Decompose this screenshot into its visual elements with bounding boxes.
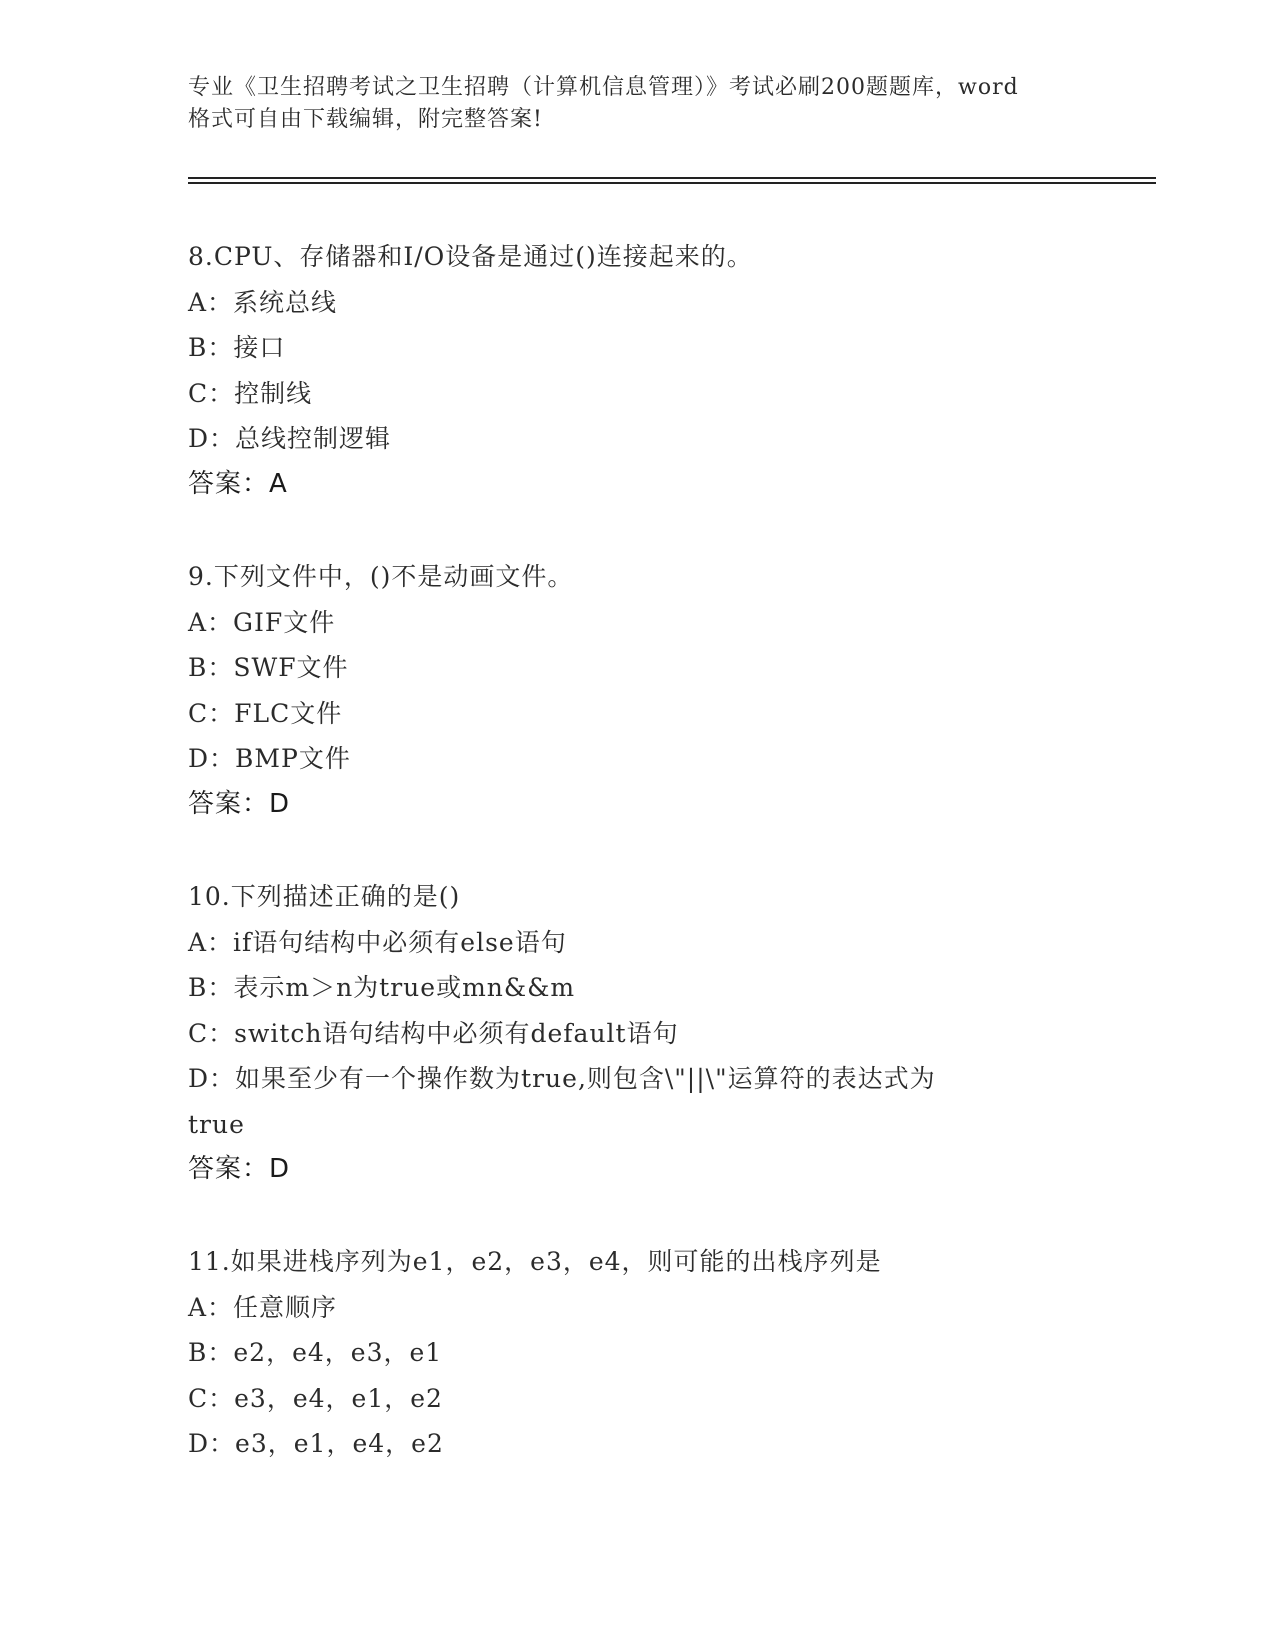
option-d: D：总线控制逻辑	[188, 424, 392, 453]
question-stem: 9.下列文件中，()不是动画文件。	[188, 562, 574, 591]
option-c: C：FLC文件	[188, 698, 343, 728]
question-8	[188, 234, 1088, 507]
question-stem: 8.CPU、存储器和I/O设备是通过()连接起来的。	[188, 242, 753, 271]
answer-line: 答案：A	[188, 468, 288, 499]
option-b: B：SWF文件	[188, 653, 349, 682]
option-b: B：e2，e4，e3，e1	[188, 1338, 443, 1367]
answer-line: 答案：D	[188, 1154, 291, 1184]
option-c: C：switch语句结构中必须有default语句	[188, 1018, 679, 1048]
option-a: A：GIF文件	[188, 607, 336, 637]
question-9	[188, 554, 1088, 827]
question-11	[188, 1239, 1088, 1467]
header-title-line-2: 格式可自由下载编辑，附完整答案!	[188, 107, 543, 132]
document-header	[188, 72, 1088, 136]
answer-line: 答案：D	[188, 788, 291, 819]
header-title-line-1: 专业《卫生招聘考试之卫生招聘（计算机信息管理）》考试必刷200题题库，word	[188, 75, 1019, 100]
question-stem: 11.如果进栈序列为e1，e2，e3，e4，则可能的出栈序列是	[188, 1247, 882, 1276]
option-c: C：e3，e4，e1，e2	[188, 1383, 443, 1413]
option-c: C：控制线	[188, 378, 313, 408]
option-a: A：任意顺序	[188, 1292, 338, 1322]
option-d: D：如果至少有一个操作数为true,则包含\"||\"运算符的表达式为	[188, 1064, 936, 1093]
option-b: B：表示m＞n为true或mn&&m	[188, 973, 576, 1002]
option-b: B：接口	[188, 333, 286, 362]
option-a: A：系统总线	[188, 287, 338, 317]
header-divider-bottom	[188, 182, 1156, 184]
option-d: D：e3，e1，e4，e2	[188, 1429, 444, 1458]
question-stem: 10.下列描述正确的是()	[188, 882, 461, 911]
option-d-continued: true	[188, 1109, 245, 1139]
question-10	[188, 874, 1088, 1193]
option-a: A：if语句结构中必须有else语句	[188, 927, 567, 957]
header-divider-top	[188, 177, 1156, 179]
option-d: D：BMP文件	[188, 744, 351, 773]
